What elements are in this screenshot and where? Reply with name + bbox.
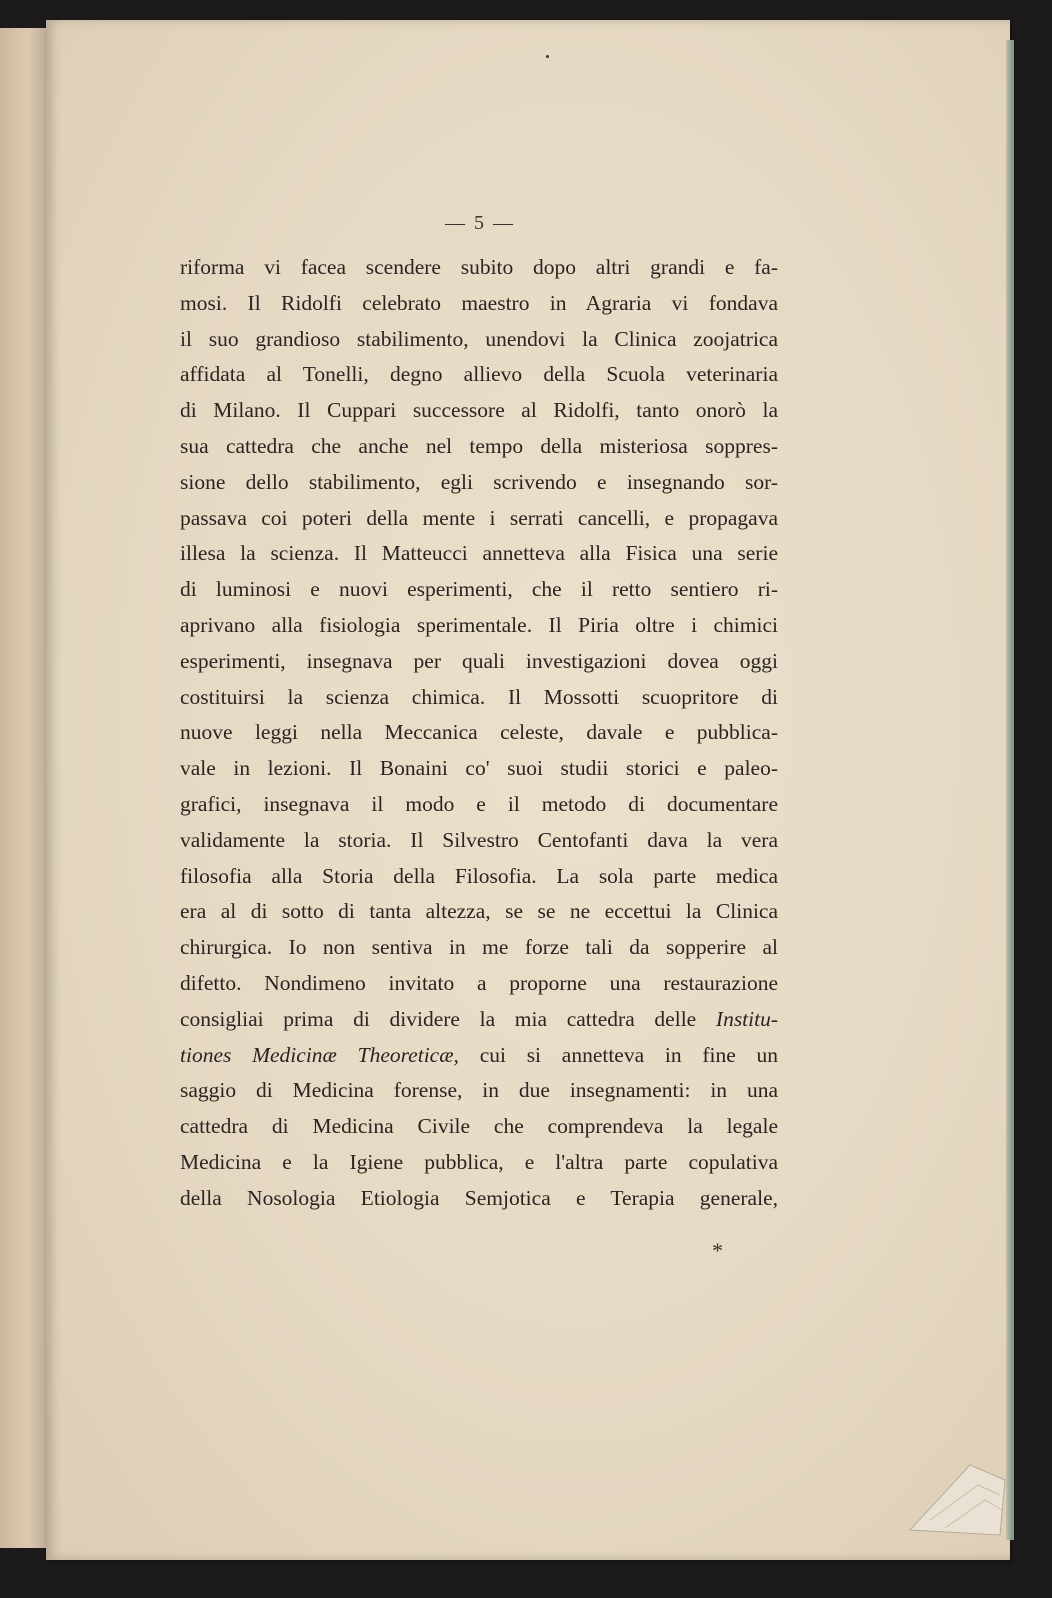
italic-title-text: Institu-: [715, 1006, 779, 1031]
text-line: illesa la scienza. Il Matteucci annetteva alla Fisica una serie: [180, 541, 778, 566]
paper-speck: [546, 55, 549, 58]
body-text: [180, 250, 778, 1217]
text-line: [180, 1038, 778, 1074]
text-line: filosofia alla Storia della Filosofia. La sola parte medica: [180, 863, 778, 888]
page-stack-edge: [1006, 40, 1014, 1540]
text-line: della Nosologia Etiologia Semjotica e Terapia generale,: [180, 1185, 778, 1210]
page-number: — 5 —: [445, 212, 515, 234]
text-line: aprivano alla fisiologia sperimentale. Il Piria oltre i chimici: [180, 612, 778, 637]
text-line: [180, 1002, 778, 1038]
text-line: cattedra di Medicina Civile che comprendeva la legale: [180, 1114, 778, 1139]
text-line: il suo grandioso stabilimento, unendovi la Clinica zoojatrica: [180, 326, 778, 351]
text-line: validamente la storia. Il Silvestro Centofanti dava la vera: [180, 827, 778, 852]
text-line: difetto. Nondimeno invitato a proporne una restaurazione: [180, 970, 778, 995]
facing-page-edge: [0, 28, 47, 1548]
text-line: passava coi poteri della mente i serrati cancelli, e propagava: [180, 505, 778, 530]
text-line: era al di sotto di tanta altezza, se se ne eccettui la Clinica: [180, 899, 778, 924]
text-line: esperimenti, insegnava per quali investigazioni dovea oggi: [180, 648, 778, 673]
text-line: grafici, insegnava il modo e il metodo di documentare: [180, 791, 778, 816]
text-line: riforma vi facea scendere subito dopo altri grandi e fa-: [180, 255, 778, 279]
text-line: Medicina e la Igiene pubblica, e l'altra parte copulativa: [180, 1149, 778, 1174]
italic-title-text: tiones Medicinæ Theoreticæ,: [180, 1042, 459, 1067]
page-corner-fold: [900, 1440, 1010, 1540]
text-line: nuove leggi nella Meccanica celeste, davale e pubblica-: [180, 720, 778, 745]
text-line: sione dello stabilimento, egli scrivendo e insegnando sor-: [180, 469, 778, 494]
line-text: consigliai prima di dividere la mia cattedra delle: [180, 1006, 697, 1031]
text-line: di luminosi e nuovi esperimenti, che il retto sentiero ri-: [180, 577, 778, 602]
signature-mark: *: [712, 1238, 723, 1263]
text-line: chirurgica. Io non sentiva in me forze tali da sopperire al: [180, 935, 778, 960]
text-line: costituirsi la scienza chimica. Il Mossotti scuopritore di: [180, 684, 778, 709]
text-line: vale in lezioni. Il Bonaini co' suoi studii storici e paleo-: [180, 756, 778, 781]
line-text: cui si annetteva in fine un: [479, 1042, 779, 1067]
text-line: affidata al Tonelli, degno allievo della Scuola veterinaria: [180, 362, 778, 387]
text-line: mosi. Il Ridolfi celebrato maestro in Agraria vi fondava: [180, 290, 778, 315]
text-line: sua cattedra che anche nel tempo della misteriosa soppres-: [180, 433, 778, 458]
text-line: di Milano. Il Cuppari successore al Ridolfi, tanto onorò la: [180, 398, 778, 423]
text-line: saggio di Medicina forense, in due insegnamenti: in una: [180, 1078, 778, 1103]
